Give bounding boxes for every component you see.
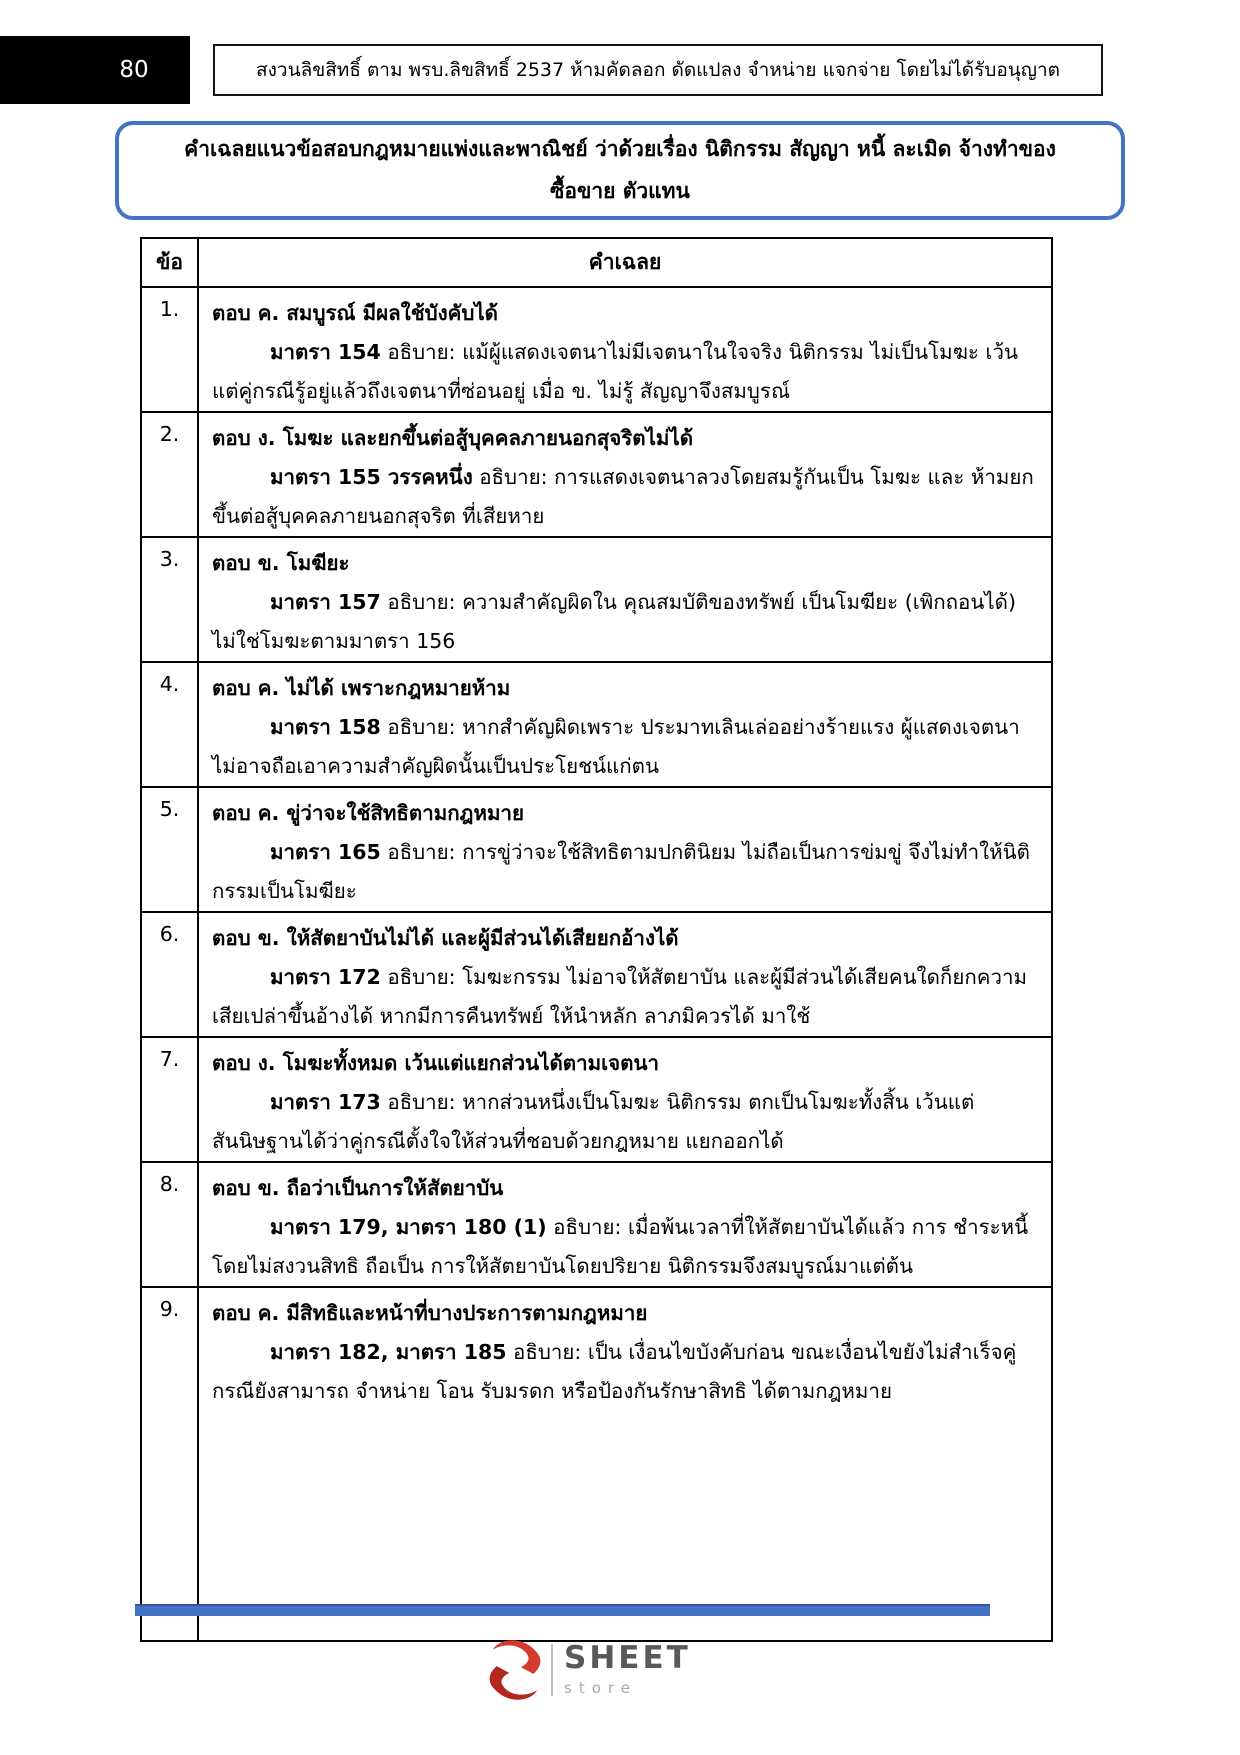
brand-name: SHEET [564,1640,691,1676]
law-explain-text: อธิบาย: หากส่วนหนึ่งเป็นโมฆะ นิติกรรม ตกเป็นโมฆะทั้งสิ้น เว้นแต่​สันนิษฐานได้ว่าคู่กรณีตั้งใจให้ส่วนที่ชอบด้วยกฎหมาย แยกออกได้ [212,1090,975,1153]
law-explanation [212,1208,1037,1286]
table-row [141,912,1052,1037]
answer-cell [198,1287,1052,1641]
law-reference: มาตรา 165 [270,840,381,864]
table-row [141,1162,1052,1287]
title-line-2: ซื้อขาย ตัวแทน [550,179,690,203]
law-reference: มาตรา 154 [270,340,381,364]
page-number: 80 [119,57,149,83]
answer-text: ตอบ ง. โมฆะ และยกขึ้นต่อสู้บุคคลภายนอกสุจริตไม่ได้ [212,426,694,450]
question-number: 4. [141,662,198,787]
brand-text-block [564,1640,691,1697]
answer-text: ตอบ ข. ถือว่าเป็นการให้สัตยาบัน [212,1176,504,1200]
answer-cell [198,662,1052,787]
law-explain-text: อธิบาย: การแสดงเจตนาลวงโดยสมรู้กันเป็น โมฆะ และ ห้าม​ยกขึ้นต่อสู้บุคคลภายนอกสุจริต ที่เสียหาย [212,465,1034,528]
law-reference: มาตรา 182, มาตรา 185 [270,1340,507,1364]
answer-cell [198,287,1052,412]
answer-text: ตอบ ค. มีสิทธิและหน้าที่บางประการตามกฎหมาย [212,1301,648,1325]
answer-text: ตอบ ข. โมฆียะ [212,551,350,575]
law-explanation [212,833,1037,911]
brand-subtitle: store [564,1679,637,1697]
law-explanation [212,333,1037,411]
question-number: 3. [141,537,198,662]
table-row [141,1287,1052,1641]
question-number: 8. [141,1162,198,1287]
answer-cell [198,1162,1052,1287]
law-reference: มาตรา 158 [270,715,381,739]
law-reference: มาตรา 172 [270,965,381,989]
table-row [141,537,1052,662]
header-question-no: ข้อ [141,238,198,287]
law-explain-text: อธิบาย: การขู่ว่าจะใช้สิทธิตามปกตินิยม ไม่ถือเป็นการข่มขู่ จึงไม่ทำให้นิติ​กรรมเป็นโมฆียะ [212,840,1030,903]
answer-text: ตอบ ง. โมฆะทั้งหมด เว้นแต่แยกส่วนได้ตามเจตนา [212,1051,660,1075]
law-reference: มาตรา 157 [270,590,381,614]
answer-cell [198,412,1052,537]
answer-cell [198,912,1052,1037]
logo-divider [551,1644,553,1696]
answers-table [140,237,1053,1642]
law-explain-text: อธิบาย: หากสำคัญผิดเพราะ ประมาทเลินเล่ออย่างร้ายแรง ผู้แสดงเจตนา​ไม่อาจถือเอาความสำคัญผิดนั้นเป็นประโยชน์แก่ตน [212,715,1020,778]
answer-cell [198,787,1052,912]
law-reference: มาตรา 155 วรรคหนึ่ง [270,465,473,489]
law-explain-text: อธิบาย: แม้ผู้แสดงเจตนาไม่มีเจตนาในใจจริง นิติกรรม ไม่เป็นโมฆะ เว้นแต่​คู่กรณีรู้อยู่แล้วถึงเจตนาที่ซ่อนอยู่ เมื่อ ข. ไม่รู้ สัญญาจึงสมบูรณ์ [212,340,1018,403]
law-explain-text: อธิบาย: เมื่อพ้นเวลาที่ให้สัตยาบันได้แล้ว การ ชำระหนี้​โดยไม่สงวนสิทธิ ถือเป็น การให้สัตยาบันโดยปริยาย นิติกรรมจึงสมบูรณ์มาแต่ต้น [212,1215,1029,1278]
answer-text: ตอบ ค. ขู่ว่าจะใช้สิทธิตามกฎหมาย [212,801,524,825]
answer-text: ตอบ ข. ให้สัตยาบันไม่ได้ และผู้มีส่วนได้เสียยกอ้างได้ [212,926,679,950]
law-explanation [212,583,1037,661]
copyright-notice-box [213,44,1103,96]
law-reference: มาตรา 179, มาตรา 180 (1) [270,1215,547,1239]
law-explanation [212,1083,1037,1161]
question-number: 5. [141,787,198,912]
question-number: 6. [141,912,198,1037]
question-number: 1. [141,287,198,412]
table-row [141,662,1052,787]
question-number: 7. [141,1037,198,1162]
header-answer: คำเฉลย [198,238,1052,287]
law-explain-text: อธิบาย: โมฆะกรรม ไม่อาจให้สัตยาบัน และผู้มีส่วนได้เสียคนใดก็ยกความ​เสียเปล่าขึ้นอ้างได้ หากมีการคืนทรัพย์ ให้นำหลัก ลาภมิควรได้ มาใช้ [212,965,1028,1028]
law-reference: มาตรา 173 [270,1090,381,1114]
law-explanation [212,458,1037,536]
title-line-1: คำเฉลยแนวข้อสอบกฎหมายแพ่งและพาณิชย์ ว่าด้วยเรื่อง นิติกรรม สัญญา หนี้ ละเมิด จ้างทำของ [184,137,1056,161]
law-explain-text: อธิบาย: ความสำคัญผิดใน คุณสมบัติของทรัพย์ เป็นโมฆียะ (เพิกถอนได้) ​ไม่ใช่โมฆะตามมาตรา 156 [212,590,1023,653]
table-row [141,287,1052,412]
law-explain-text: อธิบาย: เป็น เงื่อนไขบังคับก่อน ขณะเงื่อนไขยังไม่สำเร็จ​คู่กรณียังสามารถ จำหน่าย โอน รับมรดก หรือป้องกันรักษาสิทธิ ได้ตามกฎหมาย [212,1340,1017,1403]
question-number: 2. [141,412,198,537]
page-number-box [0,36,190,104]
answer-text: ตอบ ค. ไม่ได้ เพราะกฎหมายห้าม [212,676,511,700]
footer-accent-rule [135,1604,990,1616]
law-explanation [212,708,1037,786]
document-title-box [115,121,1125,220]
sheet-store-s-icon [486,1634,544,1706]
table-row [141,787,1052,912]
law-explanation [212,958,1037,1036]
question-number: 9. [141,1287,198,1641]
copyright-text: สงวนลิขสิทธิ์ ตาม พรบ.ลิขสิทธิ์ 2537 ห้ามคัดลอก ดัดแปลง จำหน่าย แจกจ่าย โดยไม่ได้รับอนุญาต [256,59,1060,81]
sheet-store-logo [486,1634,691,1706]
answer-text: ตอบ ค. สมบูรณ์ มีผลใช้บังคับได้ [212,301,498,325]
table-row [141,412,1052,537]
table-header-row [141,238,1052,287]
answer-cell [198,1037,1052,1162]
law-explanation [212,1333,1037,1411]
table-row [141,1037,1052,1162]
answer-cell [198,537,1052,662]
